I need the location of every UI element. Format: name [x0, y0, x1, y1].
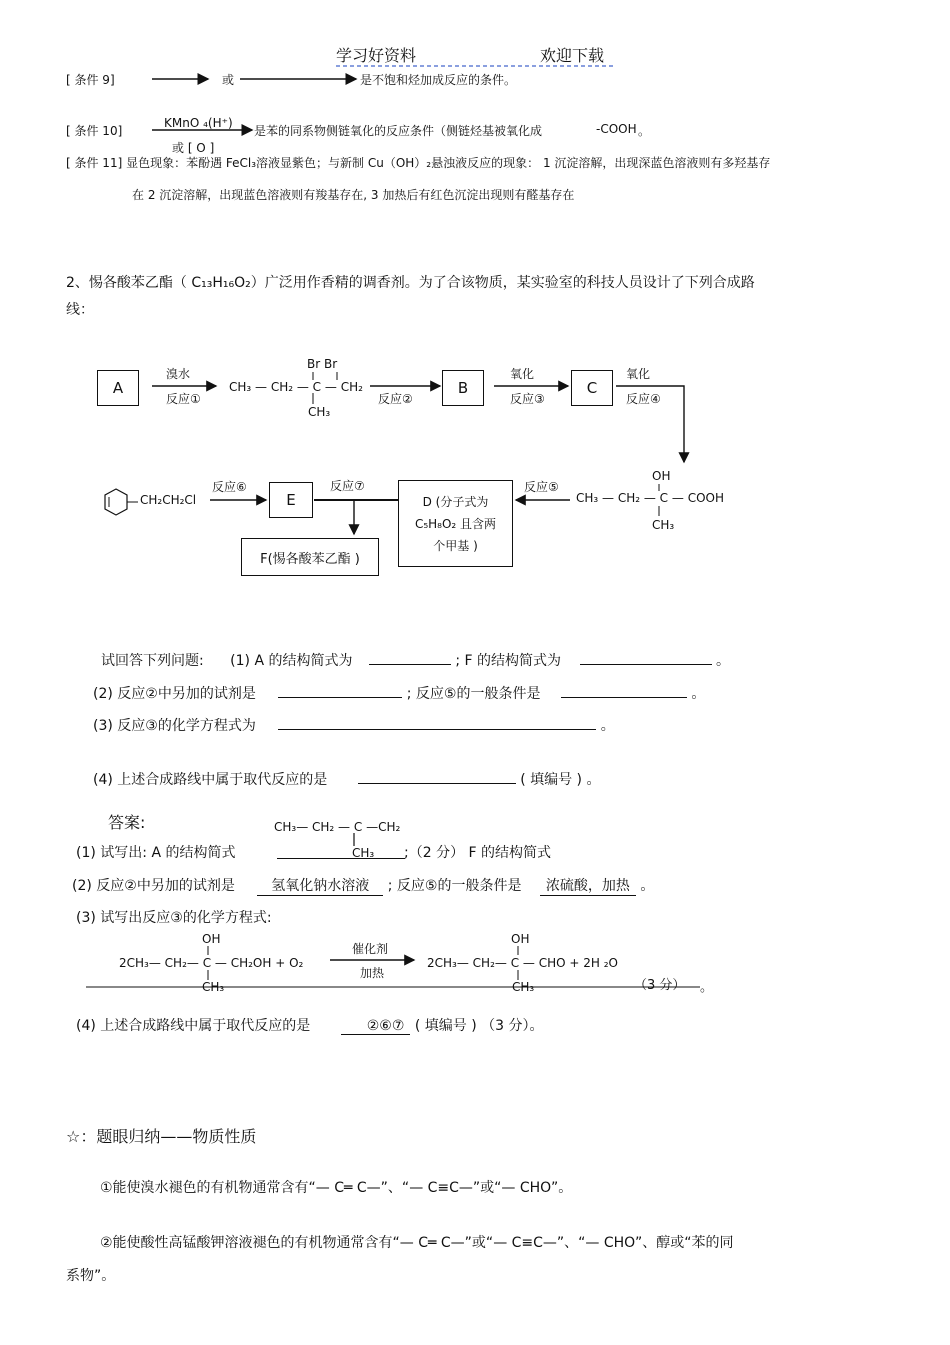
acid-oh: OH: [652, 469, 671, 483]
r7-label: 反应⑦: [330, 479, 365, 493]
answer-2-end: 。: [640, 878, 655, 894]
question-intro-cont: 线：: [66, 302, 94, 318]
r3-label: 反应③: [510, 392, 545, 406]
q2-blank-2[interactable]: [561, 683, 687, 698]
question-intro: 2、惕各酸苯乙酯（ C₁₃H₁₆O₂）广泛用作香精的调香剂。为了合该物质，某实验室的科技人员设计了下列合成路: [66, 275, 755, 291]
q4-row: [93, 769, 600, 789]
answer-2-reagent: 氢氧化钠水溶液: [257, 875, 383, 896]
acid-main: CH₃ — CH₂ — C — COOH: [576, 491, 724, 505]
q1-blank-a[interactable]: [369, 650, 451, 665]
benzyl-chain: CH₂CH₂Cl: [140, 493, 197, 507]
eq-left-oh: OH: [202, 932, 221, 946]
c9-text: 是不饱和烃加成反应的条件。: [360, 73, 517, 87]
r4-label: 反应④: [626, 392, 661, 406]
c10-text: 是苯的同系物侧链氧化的反应条件（侧链烃基被氧化成: [254, 124, 543, 138]
box-d: [398, 480, 513, 567]
box-e: E: [269, 482, 313, 518]
q2-a: (2) 反应②中另加的试剂是: [93, 686, 256, 702]
box-a: A: [97, 370, 139, 406]
q2-b: ; 反应⑤的一般条件是: [406, 686, 541, 702]
q2-blank-1[interactable]: [278, 683, 402, 698]
eq-catalyst: 催化剂: [352, 942, 389, 956]
q1-b: ; F 的结构简式为: [455, 653, 562, 669]
eq-score: （3 分）: [634, 978, 686, 993]
box-b: B: [442, 370, 484, 406]
answer-2-condition: 浓硫酸，加热: [540, 875, 636, 896]
q3-end: 。: [600, 718, 615, 734]
eq-right-oh: OH: [511, 932, 530, 946]
eq-left: 2CH₃— CH₂— C — CH₂OH + O₂: [119, 956, 304, 970]
c10-label: [ 条件 10]: [66, 124, 123, 138]
header-left: 学习好资料: [336, 46, 417, 65]
answer-2-b: ; 反应⑤的一般条件是: [387, 878, 522, 894]
q1-blank-f[interactable]: [580, 650, 712, 665]
box-d-line2: C₅H₈O₂ 且含两: [414, 516, 497, 531]
answer-a-struct: CH₃— CH₂ — C —CH₂: [274, 820, 401, 834]
answer-2-a: (2) 反应②中另加的试剂是: [72, 878, 235, 894]
c11-line1: [ 条件 11] 显色现象：苯酚遇 FeCl₃溶液显紫色；与新制 Cu（OH）₂悬浊液反应的现象： 1 沉淀溶解，出现深蓝色溶液则有多羟基存: [66, 156, 771, 170]
c9-label: [ 条件 9]: [66, 73, 115, 87]
r2-label: 反应②: [378, 392, 413, 406]
dibromo-br: Br Br: [307, 357, 338, 371]
r5-label: 反应⑤: [524, 480, 559, 494]
q-intro: [101, 650, 730, 670]
q1-a: (1) A 的结构简式为: [230, 653, 353, 669]
answer-title: 答案:: [108, 813, 146, 832]
eq-right-ch3: CH₃: [512, 980, 535, 994]
eq-left-ch3: CH₃: [202, 980, 225, 994]
c9-or: 或: [222, 73, 235, 87]
r1-reagent: 溴水: [166, 367, 191, 381]
answer-4-a: (4) 上述合成路线中属于取代反应的是: [76, 1018, 311, 1034]
summary-title: ☆：题眼归纳——物质性质: [66, 1127, 257, 1146]
benzene-ring-icon: [105, 489, 127, 515]
answer-4-b: ( 填编号 ) （3 分）。: [414, 1018, 544, 1034]
answer-1-label: (1) 试写出: A 的结构简式: [76, 845, 236, 861]
q4-blank[interactable]: [358, 769, 516, 784]
answer-4-numbers: ②⑥⑦: [341, 1018, 411, 1035]
c10-cooh: -COOH: [596, 122, 637, 136]
acid-ch3: CH₃: [652, 518, 675, 532]
q-intro-text: 试回答下列问题:: [101, 653, 204, 669]
q1-end: 。: [715, 653, 730, 669]
q3-row: [93, 715, 615, 735]
answer-3-label: (3) 试写出反应③的化学方程式:: [76, 910, 272, 926]
dibromo-ch3: CH₃: [308, 405, 331, 419]
c11-line2: 在 2 沉淀溶解，出现蓝色溶液则有羧基存在, 3 加热后有红色沉淀出现则有醛基存在: [132, 188, 575, 202]
answer-2-row: [72, 875, 654, 896]
q3-blank[interactable]: [278, 715, 596, 730]
r3-reagent: 氧化: [510, 367, 535, 381]
q4-a: (4) 上述合成路线中属于取代反应的是: [93, 772, 328, 788]
answer-a-ch3: CH₃: [352, 846, 375, 860]
q3-a: (3) 反应③的化学方程式为: [93, 718, 256, 734]
c10-reagent: KMnO ₄(H⁺): [164, 116, 233, 130]
r1-label: 反应①: [166, 392, 201, 406]
c10-or: 或 [ O ]: [172, 141, 215, 155]
eq-right: 2CH₃— CH₂— C — CHO + 2H ₂O: [427, 956, 618, 970]
summary-p1: ①能使溴水褪色的有机物通常含有“— C═ C—”、“— C≡C—”或“— CHO”。: [100, 1180, 573, 1196]
summary-p2a: ②能使酸性高锰酸钾溶液褪色的有机物通常含有“— C═ C—”或“— C≡C—”、“— CHO”、醇或“苯的同: [100, 1235, 734, 1251]
summary-p2b: 系物”。: [66, 1268, 116, 1284]
r6-label: 反应⑥: [212, 480, 247, 494]
answer-1-mid: ;（2 分） F 的结构简式: [404, 845, 552, 861]
header-right: 欢迎下载: [540, 46, 605, 65]
box-d-line3: 个甲基 ): [433, 538, 478, 553]
r4-reagent: 氧化: [626, 367, 651, 381]
eq-end: 。: [700, 980, 714, 995]
box-d-line1: D (分子式为: [422, 494, 489, 509]
answer-4-row: [76, 1015, 543, 1035]
dibromo-main: CH₃ — CH₂ — C — CH₂: [229, 380, 363, 394]
q4-b: ( 填编号 ) 。: [520, 772, 601, 788]
c10-end: 。: [638, 124, 651, 138]
q2-row: [93, 683, 705, 703]
q2-end: 。: [691, 686, 706, 702]
box-f: F(惕各酸苯乙酯 ): [241, 538, 379, 576]
box-c: C: [571, 370, 613, 406]
eq-heat: 加热: [360, 966, 385, 980]
answer-1-underline: [277, 858, 405, 859]
